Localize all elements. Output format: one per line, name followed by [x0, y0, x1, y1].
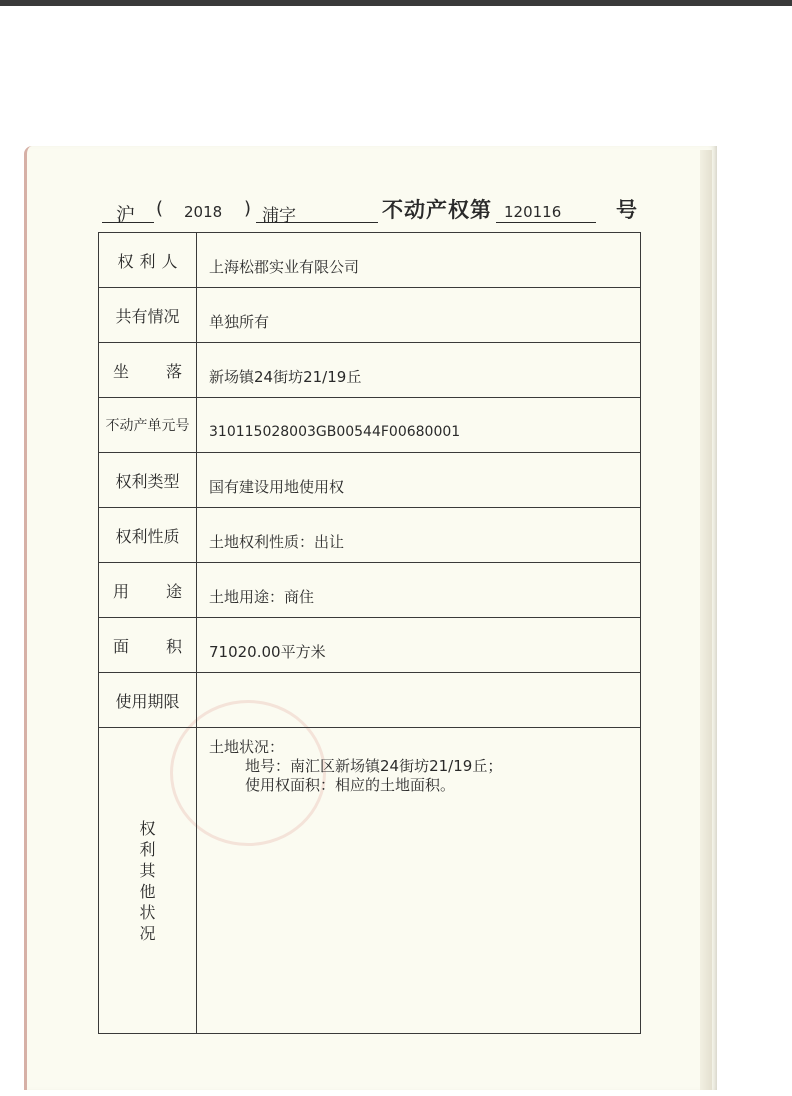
- row-label-cell: [99, 618, 197, 673]
- row-value: 土地权利性质：出让: [209, 532, 345, 551]
- row-value: 新场镇24街坊21/19丘: [209, 367, 362, 386]
- row-label: 权利类型: [115, 471, 180, 491]
- table-row: [99, 453, 641, 508]
- row-label-cell: [99, 453, 197, 508]
- row-value-cell: [197, 343, 641, 398]
- row-label-cell: [99, 673, 197, 728]
- row-label-char: 积: [165, 636, 182, 656]
- row-label: 权利人: [117, 251, 184, 271]
- row-label-cell: [99, 398, 197, 453]
- certificate-table: [98, 232, 641, 1034]
- row-label-cell: [99, 563, 197, 618]
- other-value-cell: [197, 728, 641, 1034]
- row-label: 共有情况: [115, 306, 180, 326]
- row-label-char: 落: [165, 361, 182, 381]
- row-value-cell: [197, 288, 641, 343]
- row-label-cell: [99, 233, 197, 288]
- other-label-char: 况: [139, 923, 156, 943]
- row-value-cell: [197, 398, 641, 453]
- other-label-char: 其: [139, 860, 156, 880]
- header-number: 120116: [504, 203, 562, 221]
- table-row: [99, 233, 641, 288]
- header-prefix: 沪: [116, 204, 136, 226]
- table-row: [99, 508, 641, 563]
- number-underline: [496, 222, 596, 223]
- header-year: 2018: [184, 203, 223, 221]
- row-label: 使用期限: [115, 691, 180, 711]
- row-label-char: 用: [113, 581, 130, 601]
- table-row: [99, 398, 641, 453]
- table-row: [99, 288, 641, 343]
- row-value: 单独所有: [209, 312, 270, 331]
- row-value: 71020.00平方米: [209, 642, 326, 661]
- row-value: 国有建设用地使用权: [209, 477, 345, 496]
- table-row: [99, 618, 641, 673]
- header-paren-close: ): [244, 198, 252, 219]
- row-label-char: 面: [113, 636, 130, 656]
- header-suffix: 号: [616, 198, 637, 222]
- other-label-char: 状: [139, 902, 156, 922]
- scan-top-border: [0, 0, 792, 6]
- row-label-cell: [99, 508, 197, 563]
- row-value-cell: [197, 453, 641, 508]
- header-district: 浦字: [262, 206, 296, 226]
- other-label-char: 他: [139, 881, 156, 901]
- table-row: [99, 343, 641, 398]
- table-row-other: [99, 728, 641, 1034]
- row-label-cell: [99, 343, 197, 398]
- header-title: 不动产权第: [382, 198, 492, 222]
- row-value-cell: [197, 233, 641, 288]
- row-label-char: 途: [165, 581, 182, 601]
- row-label-cell: [99, 288, 197, 343]
- row-value: 土地用途：商住: [209, 587, 315, 606]
- row-value-cell: [197, 563, 641, 618]
- row-label: 权利性质: [115, 526, 180, 546]
- other-label-char: 利: [139, 839, 156, 859]
- row-label-char: 坐: [113, 361, 130, 381]
- page-edge-shadow: [700, 150, 712, 1090]
- row-value-cell: [197, 508, 641, 563]
- row-value-cell: [197, 618, 641, 673]
- other-label-cell: [99, 728, 197, 1034]
- row-value: 上海松郡实业有限公司: [209, 257, 360, 276]
- row-value-cell: [197, 673, 641, 728]
- row-label: 不动产单元号: [105, 418, 190, 434]
- row-value: 310115028003GB00544F00680001: [209, 424, 461, 440]
- table-row: [99, 563, 641, 618]
- other-label-char: 权: [139, 818, 156, 838]
- other-line: 地号：南汇区新场镇24街坊21/19丘；: [245, 757, 503, 775]
- other-line: 土地状况：: [209, 738, 285, 756]
- header-paren-open: (: [156, 198, 164, 219]
- table-row: [99, 673, 641, 728]
- other-line: 使用权面积：相应的土地面积。: [245, 776, 456, 794]
